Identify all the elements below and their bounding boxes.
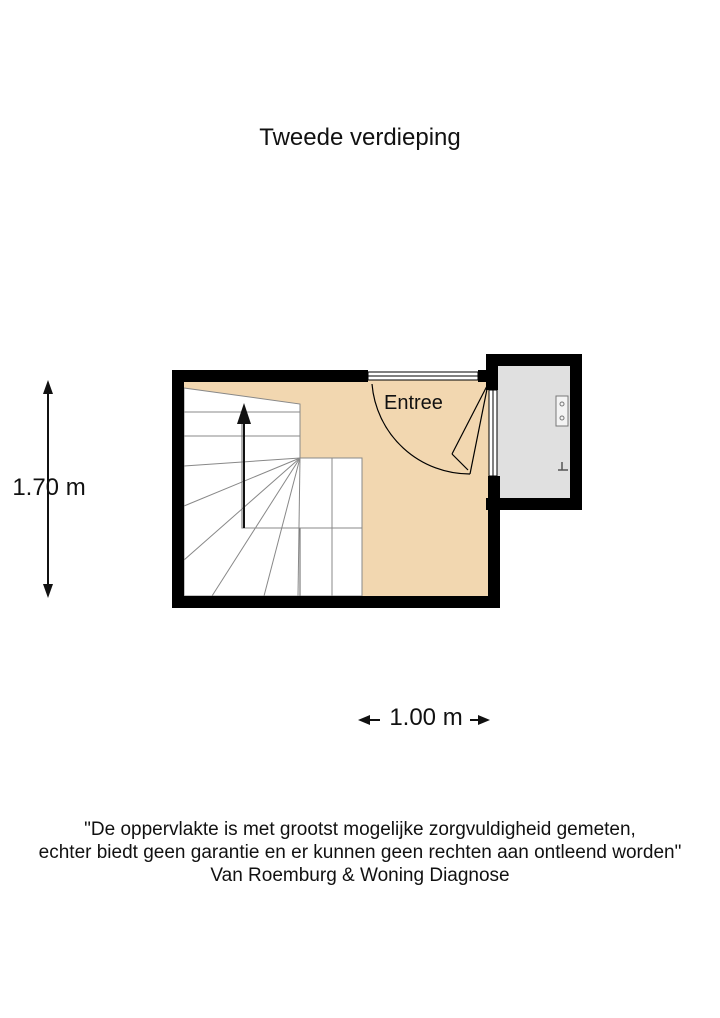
sink-icon (556, 396, 568, 426)
height-dimension-label: 1.70 m (12, 474, 86, 501)
disclaimer-line-2: echter biedt geen garantie en er kunnen geen rechten aan ontleend worden" (38, 842, 682, 863)
disclaimer (0, 818, 720, 887)
top-window (368, 372, 478, 380)
disclaimer-line-3: Van Roemburg & Woning Diagnose (210, 865, 510, 886)
disclaimer-line-1: "De oppervlakte is met grootst mogelijke zorgvuldigheid gemeten, (84, 819, 636, 840)
width-dimension-label: 1.00 m (389, 704, 463, 731)
floor-title: Tweede verdieping (259, 124, 461, 151)
side-window (489, 390, 497, 476)
side-closet-floor (494, 362, 578, 506)
room-label-entree: Entree (384, 392, 443, 414)
